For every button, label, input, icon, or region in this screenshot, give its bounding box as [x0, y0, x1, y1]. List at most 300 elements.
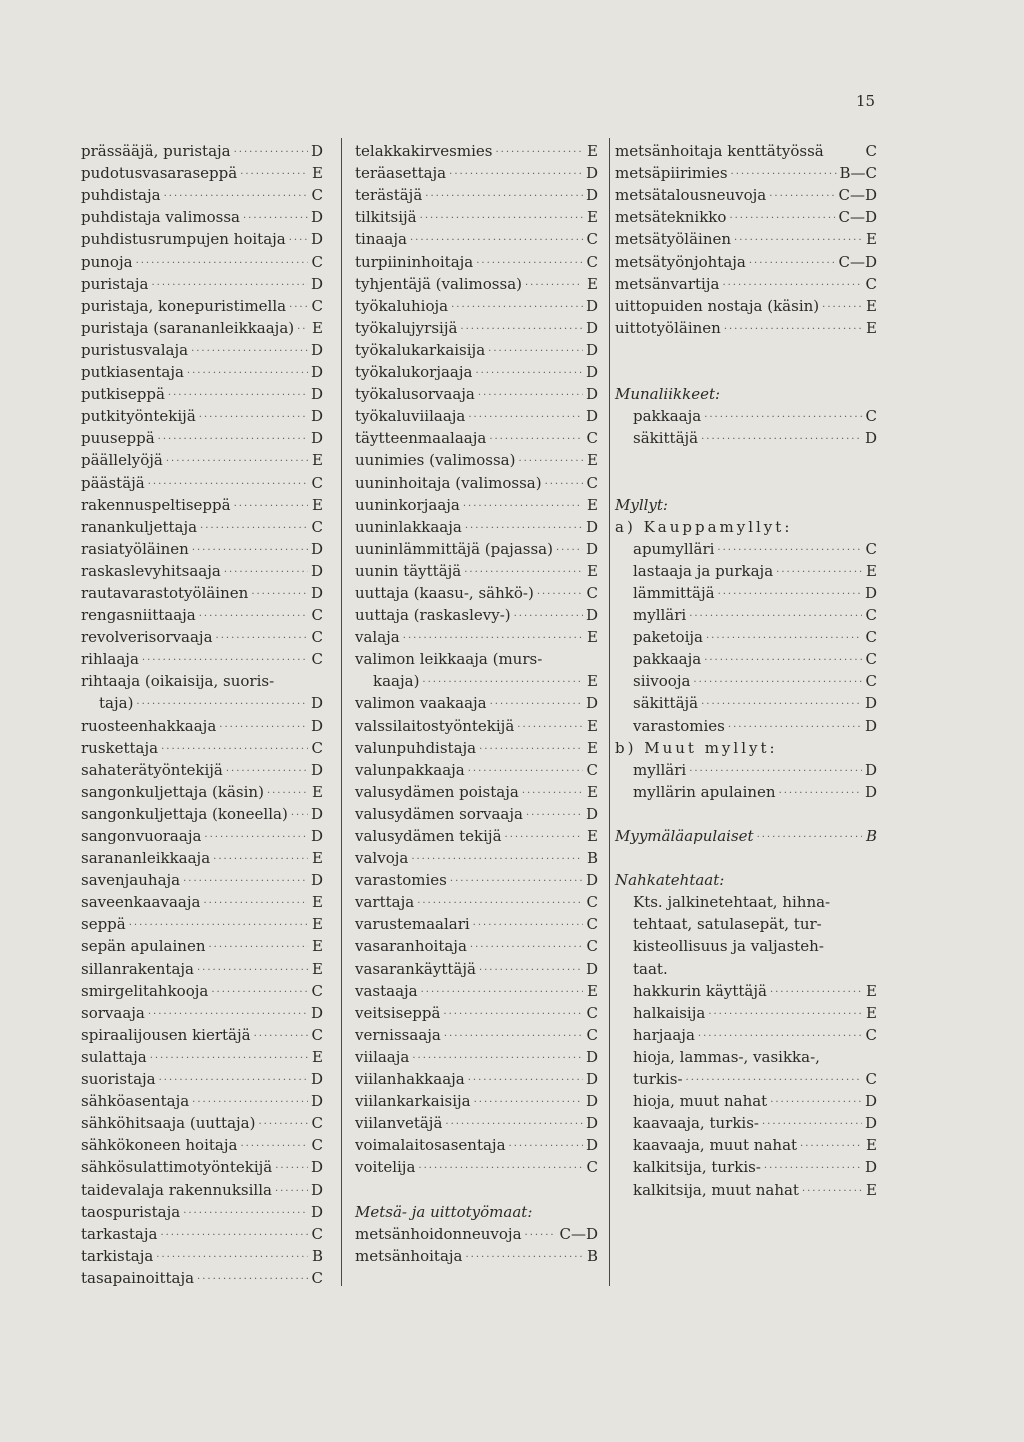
occupation-name: sähköasentaja [81, 1092, 190, 1111]
occupation-entry [355, 514, 598, 536]
dot-leader [158, 428, 308, 447]
occupation-name: uunin täyttäjä [355, 561, 462, 580]
occupation-name: metsäteknikko [615, 208, 727, 227]
occupation-entry [615, 1110, 877, 1132]
dot-leader [693, 671, 862, 690]
occupation-name: metsänhoitaja [355, 1246, 463, 1265]
wage-class-code: C [586, 1003, 598, 1022]
dot-leader [275, 1180, 308, 1199]
wage-class-code: D [585, 296, 598, 315]
occupation-name: tinaaja [355, 230, 407, 249]
dot-leader [417, 892, 583, 911]
dot-leader [545, 473, 583, 492]
occupation-name: Nahkatehtaat: [615, 871, 725, 890]
dot-leader [240, 163, 308, 182]
dot-leader [465, 1246, 583, 1265]
wage-class-code: E [587, 738, 598, 757]
occupation-entry [81, 624, 323, 646]
occupation-entry [615, 536, 877, 558]
occupation-entry [81, 359, 323, 381]
wage-class-code: C [311, 252, 323, 271]
occupation-name: Munaliikkeet: [615, 385, 721, 404]
wage-class-code: E [587, 142, 598, 161]
occupation-entry [355, 337, 598, 359]
occupation-name: b) Muut myllyt: [615, 738, 778, 757]
occupation-name: pudotusvasaraseppä [81, 164, 238, 183]
wage-class-code: C—D [838, 186, 877, 205]
dot-leader [708, 1003, 862, 1022]
occupation-entry [81, 735, 323, 757]
occupation-name: puuseppä [81, 429, 155, 448]
occupation-entry [615, 690, 877, 712]
wage-class-code: C [586, 893, 598, 912]
wage-class-code: C [311, 296, 323, 315]
dot-leader [450, 870, 583, 889]
wage-class-code: E [866, 1003, 877, 1022]
wage-class-code: D [310, 429, 323, 448]
occupation-name: puristaja (sarananleikkaaja) [81, 318, 295, 337]
dot-leader [522, 782, 583, 801]
occupation-entry [355, 1066, 598, 1088]
occupation-name: puristaja, konepuristimella [81, 296, 287, 315]
dot-leader [289, 229, 308, 248]
occupation-name: sorvaaja [81, 1003, 145, 1022]
wage-class-code: C [865, 407, 877, 426]
occupation-name: pakkaaja [633, 650, 702, 669]
occupation-entry [81, 492, 323, 514]
wage-class-code: C [865, 142, 877, 161]
dot-leader [476, 252, 583, 271]
occupation-name: rasiatyöläinen [81, 539, 189, 558]
wage-class-code: B—C [839, 164, 877, 183]
occupation-name: lastaaja ja purkaja [633, 561, 774, 580]
occupation-entry [81, 204, 323, 226]
dot-leader [159, 1069, 308, 1088]
wage-class-code: E [587, 208, 598, 227]
occupation-name: putkityöntekijä [81, 407, 196, 426]
occupation-entry [81, 690, 323, 712]
dot-leader [240, 1135, 308, 1154]
entry-column-2 [355, 138, 598, 1265]
occupation-entry [615, 1022, 877, 1044]
occupation-entry [81, 1000, 323, 1022]
dot-leader [698, 1025, 862, 1044]
dot-leader [136, 252, 308, 271]
wage-class-code: D [310, 407, 323, 426]
occupation-name: turkis- [633, 1070, 683, 1089]
occupation-name: viilanhakkaaja [355, 1070, 465, 1089]
occupation-entry [355, 160, 598, 182]
occupation-name: vernissaaja [355, 1025, 441, 1044]
occupation-entry [81, 1022, 323, 1044]
wage-class-code: C [311, 517, 323, 536]
occupation-entry [615, 978, 877, 1000]
occupation-entry [81, 403, 323, 425]
entry-text-line [81, 668, 323, 690]
occupation-name: taospuristaja [81, 1202, 181, 1221]
wage-class-code: D [310, 694, 323, 713]
dot-leader [757, 826, 862, 845]
dot-leader [460, 318, 583, 337]
dot-leader [421, 981, 583, 1000]
occupation-entry [615, 1066, 877, 1088]
dot-leader [729, 207, 835, 226]
occupation-name: hioja, muut nahat [633, 1092, 768, 1111]
occupation-name: uuttaja (raskaslevy-) [355, 606, 511, 625]
dot-leader [204, 826, 308, 845]
occupation-entry [615, 1088, 877, 1110]
occupation-entry [355, 469, 598, 491]
occupation-entry [81, 823, 323, 845]
occupation-name: telakkakirvesmies [355, 142, 493, 161]
spacer [615, 359, 877, 381]
occupation-entry [355, 978, 598, 1000]
entry-text-line [355, 646, 598, 668]
page-number: 15 [856, 92, 876, 110]
occupation-entry [81, 867, 323, 889]
wage-class-code: C [311, 473, 323, 492]
occupation-entry [615, 779, 877, 801]
wage-class-code: D [585, 606, 598, 625]
dot-leader [161, 738, 308, 757]
wage-class-code: B [586, 849, 598, 868]
occupation-name: pakkaaja [633, 407, 702, 426]
occupation-name: putkiasentaja [81, 363, 184, 382]
dot-leader [156, 1246, 308, 1265]
spacer [615, 447, 877, 469]
section-heading [615, 867, 877, 889]
occupation-name: metsänvartija [615, 274, 720, 293]
occupation-entry [81, 425, 323, 447]
occupation-entry [81, 271, 323, 293]
occupation-entry [615, 293, 877, 315]
occupation-entry [355, 447, 598, 469]
occupation-name: raskaslevyhitsaaja [81, 561, 221, 580]
occupation-entry [615, 757, 877, 779]
wage-class-code: D [585, 318, 598, 337]
wage-class-code: D [864, 694, 877, 713]
wage-class-code: C [586, 473, 598, 492]
wage-class-code: C [865, 650, 877, 669]
wage-class-code: E [312, 495, 323, 514]
occupation-name: valvoja [355, 849, 409, 868]
occupation-entry [355, 226, 598, 248]
occupation-entry [81, 1154, 323, 1176]
occupation-entry [355, 889, 598, 911]
wage-class-code: E [587, 451, 598, 470]
occupation-name: täytteenmaalaaja [355, 429, 487, 448]
occupation-entry [615, 1000, 877, 1022]
dot-leader [219, 716, 308, 735]
dot-leader [800, 1135, 862, 1154]
dot-leader [192, 1091, 308, 1110]
dot-leader [148, 1003, 308, 1022]
occupation-entry [615, 271, 877, 293]
dot-leader [473, 914, 583, 933]
occupation-entry [615, 1132, 877, 1154]
wage-class-code: C [865, 628, 877, 647]
dot-leader [187, 362, 308, 381]
dot-leader [129, 914, 308, 933]
wage-class-code: E [866, 230, 877, 249]
wage-class-code: B [586, 1246, 598, 1265]
occupation-name: Metsä- ja uittotyömaat: [355, 1202, 533, 1221]
occupation-name: voimalaitosasentaja [355, 1136, 506, 1155]
wage-class-code: B [311, 1246, 323, 1265]
dot-leader [211, 981, 308, 1000]
occupation-name: mylläri [633, 760, 687, 779]
dot-leader [717, 539, 862, 558]
wage-class-code: D [585, 1047, 598, 1066]
occupation-name: työkalukorjaaja [355, 363, 473, 382]
wage-class-code: C [311, 650, 323, 669]
occupation-name: harjaaja [633, 1025, 695, 1044]
dot-leader [509, 1135, 583, 1154]
occupation-entry [615, 226, 877, 248]
wage-class-code: D [864, 1158, 877, 1177]
occupation-name: turpiininhoitaja [355, 252, 474, 271]
dot-leader [465, 517, 583, 536]
occupation-name: varastomies [633, 716, 725, 735]
occupation-name: sulattaja [81, 1047, 147, 1066]
occupation-entry [355, 757, 598, 779]
dot-leader [701, 428, 862, 447]
dot-leader [770, 1091, 862, 1110]
occupation-entry [81, 911, 323, 933]
dot-leader [445, 1113, 583, 1132]
occupation-name: metsätyöläinen [615, 230, 732, 249]
occupation-name: sahaterätyöntekijä [81, 760, 223, 779]
wage-class-code: E [866, 318, 877, 337]
wage-class-code: D [585, 164, 598, 183]
occupation-entry [615, 403, 877, 425]
occupation-name: metsätyönjohtaja [615, 252, 746, 271]
occupation-name: työkalukarkaisija [355, 340, 486, 359]
occupation-name: paketoija [633, 628, 703, 647]
wage-class-code: E [312, 451, 323, 470]
occupation-name: metsänhoidonneuvoja [355, 1224, 522, 1243]
occupation-name: rihlaaja [81, 650, 139, 669]
wage-class-code: E [587, 672, 598, 691]
occupation-name: valssilaitostyöntekijä [355, 716, 515, 735]
spacer [355, 1176, 598, 1198]
wage-class-code: C [586, 760, 598, 779]
occupation-entry [355, 359, 598, 381]
dot-leader [254, 1025, 308, 1044]
dot-leader [468, 406, 583, 425]
occupation-name: työkalusorvaaja [355, 385, 475, 404]
occupation-entry [81, 226, 323, 248]
occupation-name: metsäpiirimies [615, 164, 728, 183]
dot-leader [160, 1224, 308, 1243]
dot-leader [822, 296, 862, 315]
wage-class-code: D [310, 561, 323, 580]
wage-class-code: D [585, 363, 598, 382]
dot-leader [468, 760, 583, 779]
wage-class-code: C [865, 1025, 877, 1044]
wage-class-code: E [866, 981, 877, 1000]
wage-class-code: E [312, 1047, 323, 1066]
dot-leader [731, 163, 837, 182]
dot-leader [152, 274, 308, 293]
occupation-name: päällelyöjä [81, 451, 163, 470]
occupation-entry [81, 447, 323, 469]
dot-leader [495, 141, 583, 160]
occupation-name: varustemaalari [355, 915, 470, 934]
dot-leader [142, 649, 308, 668]
occupation-name: ranankuljettaja [81, 517, 198, 536]
dot-leader [410, 229, 583, 248]
dot-leader [136, 693, 308, 712]
dot-leader [489, 428, 583, 447]
wage-class-code: D [585, 539, 598, 558]
occupation-name: tilkitsijä [355, 208, 417, 227]
dot-leader [234, 495, 308, 514]
dot-leader [166, 450, 308, 469]
wage-class-code: D [864, 583, 877, 602]
occupation-name: ruskettaja [81, 738, 159, 757]
dot-leader [689, 605, 862, 624]
dot-leader [422, 671, 583, 690]
dot-leader [275, 1157, 308, 1176]
wage-class-code: D [864, 760, 877, 779]
occupation-entry [81, 337, 323, 359]
occupation-entry [615, 204, 877, 226]
entry-text-line [615, 911, 877, 933]
dot-leader [443, 1003, 583, 1022]
occupation-name: halkaisija [633, 1003, 706, 1022]
occupation-name: uuninhoitaja (valimossa) [355, 473, 542, 492]
occupation-name: kalkitsija, muut nahat [633, 1180, 799, 1199]
wage-class-code: C—D [559, 1224, 598, 1243]
section-heading [615, 381, 877, 403]
wage-class-code: C [865, 672, 877, 691]
wage-class-code: D [310, 827, 323, 845]
occupation-name: terästäjä [355, 186, 423, 205]
occupation-entry [355, 1110, 598, 1132]
wage-class-code: D [310, 1070, 323, 1089]
occupation-entry [355, 536, 598, 558]
wage-class-code: D [585, 186, 598, 205]
occupation-entry [615, 248, 877, 270]
dot-leader [537, 583, 583, 602]
occupation-entry [615, 1176, 877, 1198]
wage-class-code: D [310, 1180, 323, 1199]
occupation-name: sangonvuoraaja [81, 827, 202, 845]
wage-class-code: D [585, 517, 598, 536]
occupation-name: viilanvetäjä [355, 1114, 443, 1133]
dot-leader [470, 936, 583, 955]
wage-class-code: C [311, 628, 323, 647]
occupation-name: taja) [99, 694, 134, 713]
dot-leader [490, 693, 583, 712]
wage-class-code: C [311, 1224, 323, 1243]
wage-class-code: C [311, 738, 323, 757]
occupation-entry [81, 514, 323, 536]
wage-class-code: E [866, 561, 877, 580]
dot-leader [488, 340, 583, 359]
dot-leader [718, 583, 862, 602]
dot-leader [770, 981, 862, 1000]
occupation-entry [355, 823, 598, 845]
occupation-entry [355, 911, 598, 933]
spacer [615, 801, 877, 823]
occupation-entry [615, 646, 877, 668]
occupation-entry [355, 138, 598, 160]
occupation-entry [355, 293, 598, 315]
wage-class-code: E [587, 716, 598, 735]
occupation-entry [81, 469, 323, 491]
occupation-name: vastaaja [355, 981, 418, 1000]
entry-column-1 [81, 138, 323, 1287]
occupation-entry [355, 403, 598, 425]
dot-leader [403, 627, 583, 646]
occupation-name: uittotyöläinen [615, 318, 721, 337]
occupation-name: putkiseppä [81, 385, 165, 404]
dot-leader [556, 539, 583, 558]
dot-leader [724, 318, 862, 337]
wage-class-code: D [864, 782, 877, 801]
occupation-entry [81, 779, 323, 801]
occupation-name: Myllyt: [615, 495, 668, 514]
occupation-name: valusydämen tekijä [355, 827, 502, 845]
dot-leader [734, 229, 862, 248]
wage-class-code: D [310, 583, 323, 602]
occupation-entry [81, 845, 323, 867]
wage-class-code: C [586, 429, 598, 448]
wage-class-code: D [585, 1070, 598, 1089]
occupation-name: sähkökoneen hoitaja [81, 1136, 238, 1155]
occupation-name: vasarankäyttäjä [355, 959, 476, 978]
occupation-name: valimon vaakaaja [355, 694, 487, 713]
occupation-entry [615, 138, 877, 160]
occupation-name: sarananleikkaaja [81, 849, 211, 868]
dot-leader [762, 1113, 862, 1132]
wage-class-code: E [587, 495, 598, 514]
occupation-entry [355, 182, 598, 204]
occupation-name: valaja [355, 628, 400, 647]
dot-leader [449, 163, 583, 182]
occupation-name: työkalujyrsijä [355, 318, 458, 337]
occupation-entry [81, 602, 323, 624]
occupation-name: suoristaja [81, 1070, 156, 1089]
occupation-entry [615, 624, 877, 646]
occupation-name: sangonkuljettaja (koneella) [81, 804, 288, 823]
wage-class-code: D [310, 1202, 323, 1221]
wage-class-code: E [587, 981, 598, 1000]
dot-leader [479, 959, 583, 978]
entry-text-line [615, 955, 877, 977]
dot-leader [192, 539, 308, 558]
dot-leader [468, 1069, 583, 1088]
dot-leader [412, 1047, 583, 1066]
occupation-entry [355, 1132, 598, 1154]
occupation-entry [81, 1221, 323, 1243]
occupation-entry [615, 315, 877, 337]
occupation-entry [615, 668, 877, 690]
wage-class-code: D [864, 1092, 877, 1111]
wage-class-code: D [864, 1114, 877, 1133]
column-divider [609, 138, 610, 1286]
dot-leader [150, 1047, 308, 1066]
occupation-entry [355, 801, 598, 823]
wage-class-code: D [310, 1158, 323, 1177]
dot-leader [216, 627, 308, 646]
wage-class-code: E [312, 164, 323, 183]
occupation-entry [355, 204, 598, 226]
occupation-name: uuninlakkaaja [355, 517, 462, 536]
occupation-name: lämmittäjä [633, 583, 715, 602]
